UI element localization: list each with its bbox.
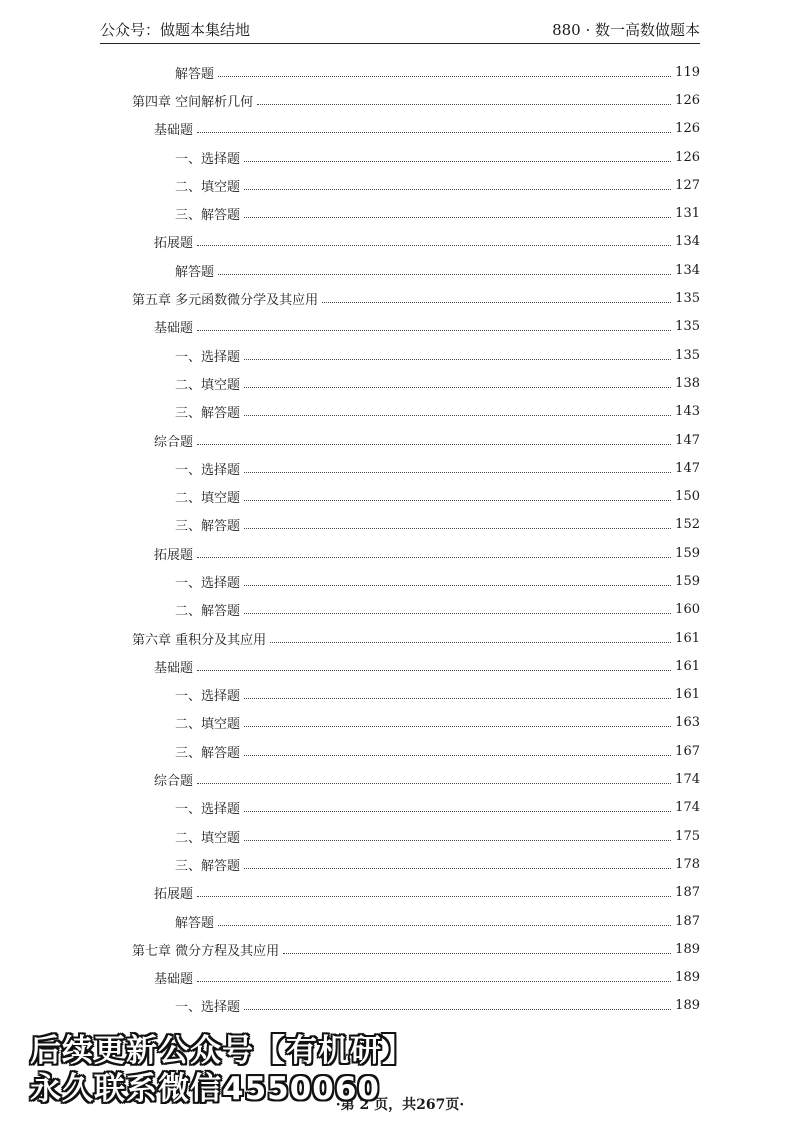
toc-entry-label: 二、填空题 bbox=[175, 491, 241, 507]
toc-entry-label: 解答题 bbox=[175, 66, 215, 82]
toc-dot-leader bbox=[283, 953, 671, 954]
toc-dot-leader bbox=[197, 132, 671, 133]
toc-entry-page: 134 bbox=[675, 262, 700, 278]
toc-entry-page: 167 bbox=[675, 743, 700, 759]
toc-dot-leader bbox=[244, 387, 671, 388]
toc-dot-leader bbox=[244, 726, 671, 727]
toc-entry-page: 131 bbox=[675, 206, 700, 222]
toc-dot-leader bbox=[244, 698, 671, 699]
toc-dot-leader bbox=[197, 444, 671, 445]
toc-entry-page: 135 bbox=[675, 347, 700, 363]
toc-entry-label: 一、选择题 bbox=[175, 689, 241, 705]
toc-dot-leader bbox=[197, 981, 671, 982]
toc-entry-label: 二、填空题 bbox=[175, 717, 241, 733]
toc-entry-page: 187 bbox=[675, 885, 700, 901]
toc-entry-page: 189 bbox=[675, 998, 700, 1014]
toc-entry-label: 二、解答题 bbox=[175, 604, 241, 620]
toc-entry[interactable] bbox=[132, 850, 700, 878]
toc-entry-label: 三、解答题 bbox=[175, 208, 241, 224]
toc-entry-label: 一、选择题 bbox=[175, 462, 241, 478]
toc-entry-page: 126 bbox=[675, 121, 700, 137]
toc-dot-leader bbox=[244, 840, 671, 841]
toc-dot-leader bbox=[244, 868, 671, 869]
watermark-overlay bbox=[30, 1032, 414, 1108]
toc-dot-leader bbox=[244, 585, 671, 586]
toc-dot-leader bbox=[244, 613, 671, 614]
toc-entry-label: 解答题 bbox=[175, 264, 215, 280]
toc-entry[interactable] bbox=[132, 765, 700, 793]
toc-entry[interactable] bbox=[132, 58, 700, 86]
toc-dot-leader bbox=[270, 642, 671, 643]
toc-entry-page: 160 bbox=[675, 602, 700, 618]
toc-entry[interactable] bbox=[132, 596, 700, 624]
toc-dot-leader bbox=[244, 189, 671, 190]
toc-entry-label: 三、解答题 bbox=[175, 858, 241, 874]
toc-entry-page: 152 bbox=[675, 517, 700, 533]
toc-entry[interactable] bbox=[132, 369, 700, 397]
toc-dot-leader bbox=[244, 472, 671, 473]
toc-entry-page: 187 bbox=[675, 913, 700, 929]
toc-entry[interactable] bbox=[132, 171, 700, 199]
toc-entry[interactable] bbox=[132, 709, 700, 737]
page-number: ·第 2 页，共267页· bbox=[335, 1097, 465, 1113]
toc-entry-page: 161 bbox=[675, 630, 700, 646]
toc-entry-label: 拓展题 bbox=[154, 236, 194, 252]
toc-dot-leader bbox=[244, 755, 671, 756]
toc-dot-leader bbox=[218, 274, 671, 275]
toc-entry-label: 二、填空题 bbox=[175, 830, 241, 846]
toc-entry-label: 解答题 bbox=[175, 915, 215, 931]
toc-entry[interactable] bbox=[132, 511, 700, 539]
toc-dot-leader bbox=[197, 557, 671, 558]
toc-dot-leader bbox=[244, 500, 671, 501]
toc-dot-leader bbox=[197, 670, 671, 671]
toc-entry-page: 126 bbox=[675, 149, 700, 165]
toc-entry-label: 二、填空题 bbox=[175, 179, 241, 195]
toc-entry[interactable] bbox=[132, 228, 700, 256]
toc-entry[interactable] bbox=[132, 115, 700, 143]
toc-entry-page: 163 bbox=[675, 715, 700, 731]
toc-entry[interactable] bbox=[132, 539, 700, 567]
toc-dot-leader bbox=[197, 896, 671, 897]
toc-dot-leader bbox=[257, 104, 671, 105]
toc-entry-label: 基础题 bbox=[154, 321, 194, 337]
toc-entry-label: 一、选择题 bbox=[175, 151, 241, 167]
toc-dot-leader bbox=[244, 415, 671, 416]
toc-entry[interactable] bbox=[132, 907, 700, 935]
header-left-text: 公众号：做题本集结地 bbox=[100, 21, 251, 39]
toc-entry-page: 159 bbox=[675, 545, 700, 561]
toc-entry[interactable] bbox=[132, 964, 700, 992]
toc-entry-page: 119 bbox=[675, 64, 700, 80]
toc-dot-leader bbox=[197, 783, 671, 784]
toc-dot-leader bbox=[244, 161, 671, 162]
toc-entry[interactable] bbox=[132, 284, 700, 312]
toc-entry-page: 189 bbox=[675, 941, 700, 957]
toc-dot-leader bbox=[197, 330, 671, 331]
toc-entry[interactable] bbox=[132, 398, 700, 426]
toc-entry-label: 三、解答题 bbox=[175, 406, 241, 422]
toc-entry-label: 拓展题 bbox=[154, 887, 194, 903]
toc-entry-page: 159 bbox=[675, 573, 700, 589]
toc-entry[interactable] bbox=[132, 567, 700, 595]
toc-entry[interactable] bbox=[132, 822, 700, 850]
toc-entry-label: 综合题 bbox=[154, 774, 194, 790]
toc-entry[interactable] bbox=[132, 313, 700, 341]
toc-entry[interactable] bbox=[132, 199, 700, 227]
toc-entry-page: 175 bbox=[675, 828, 700, 844]
toc-entry[interactable] bbox=[132, 143, 700, 171]
toc-entry[interactable] bbox=[132, 935, 700, 963]
toc-entry-page: 161 bbox=[675, 658, 700, 674]
toc-entry-page: 174 bbox=[675, 800, 700, 816]
toc-dot-leader bbox=[244, 217, 671, 218]
toc-entry[interactable] bbox=[132, 454, 700, 482]
header-right-text: 880 · 数一高数做题本 bbox=[552, 21, 700, 39]
watermark-line-1: 后续更新公众号【有机研】 bbox=[30, 1033, 414, 1069]
toc-entry[interactable] bbox=[132, 794, 700, 822]
toc-dot-leader bbox=[197, 245, 671, 246]
toc-entry-page: 135 bbox=[675, 291, 700, 307]
toc-entry-label: 第五章 多元函数微分学及其应用 bbox=[132, 293, 319, 309]
toc-entry[interactable] bbox=[132, 624, 700, 652]
toc-entry-label: 第七章 微分方程及其应用 bbox=[132, 943, 280, 959]
toc-entry-label: 第四章 空间解析几何 bbox=[132, 94, 254, 110]
toc-dot-leader bbox=[322, 302, 671, 303]
toc-entry-label: 一、选择题 bbox=[175, 1000, 241, 1016]
toc-entry-label: 拓展题 bbox=[154, 547, 194, 563]
toc-entry-label: 一、选择题 bbox=[175, 575, 241, 591]
toc-dot-leader bbox=[244, 528, 671, 529]
toc-entry-page: 189 bbox=[675, 970, 700, 986]
toc-entry-label: 基础题 bbox=[154, 660, 194, 676]
toc-entry-page: 147 bbox=[675, 460, 700, 476]
page-header bbox=[100, 20, 700, 44]
toc-dot-leader bbox=[244, 811, 671, 812]
toc-entry[interactable] bbox=[132, 86, 700, 114]
toc-entry-page: 135 bbox=[675, 319, 700, 335]
toc-entry-page: 134 bbox=[675, 234, 700, 250]
toc-dot-leader bbox=[244, 359, 671, 360]
toc-entry[interactable] bbox=[132, 652, 700, 680]
toc-entry-page: 143 bbox=[675, 404, 700, 420]
toc-entry-label: 第六章 重积分及其应用 bbox=[132, 632, 267, 648]
toc-entry-page: 127 bbox=[675, 177, 700, 193]
toc-entry-page: 178 bbox=[675, 856, 700, 872]
toc-entry[interactable] bbox=[132, 992, 700, 1020]
toc-entry-page: 150 bbox=[675, 489, 700, 505]
toc-entry-page: 147 bbox=[675, 432, 700, 448]
toc-entry-label: 基础题 bbox=[154, 123, 194, 139]
toc-entry[interactable] bbox=[132, 256, 700, 284]
toc-dot-leader bbox=[244, 1009, 671, 1010]
toc-entry-page: 161 bbox=[675, 687, 700, 703]
toc-entry[interactable] bbox=[132, 482, 700, 510]
toc-entry[interactable] bbox=[132, 879, 700, 907]
toc-entry[interactable] bbox=[132, 341, 700, 369]
toc-entry-label: 三、解答题 bbox=[175, 745, 241, 761]
toc-entry-label: 三、解答题 bbox=[175, 519, 241, 535]
toc-entry-label: 综合题 bbox=[154, 434, 194, 450]
toc-entry-page: 174 bbox=[675, 772, 700, 788]
toc-entry-label: 二、填空题 bbox=[175, 377, 241, 393]
toc-entry[interactable] bbox=[132, 426, 700, 454]
toc-entry-label: 一、选择题 bbox=[175, 349, 241, 365]
toc-entry-page: 126 bbox=[675, 92, 700, 108]
toc-dot-leader bbox=[218, 76, 671, 77]
table-of-contents bbox=[132, 58, 700, 1020]
toc-entry-page: 138 bbox=[675, 375, 700, 391]
toc-dot-leader bbox=[218, 925, 671, 926]
toc-entry[interactable] bbox=[132, 681, 700, 709]
toc-entry-label: 一、选择题 bbox=[175, 802, 241, 818]
toc-entry[interactable] bbox=[132, 737, 700, 765]
toc-entry-label: 基础题 bbox=[154, 972, 194, 988]
watermark-line-2: 永久联系微信4550060 bbox=[30, 1071, 380, 1107]
